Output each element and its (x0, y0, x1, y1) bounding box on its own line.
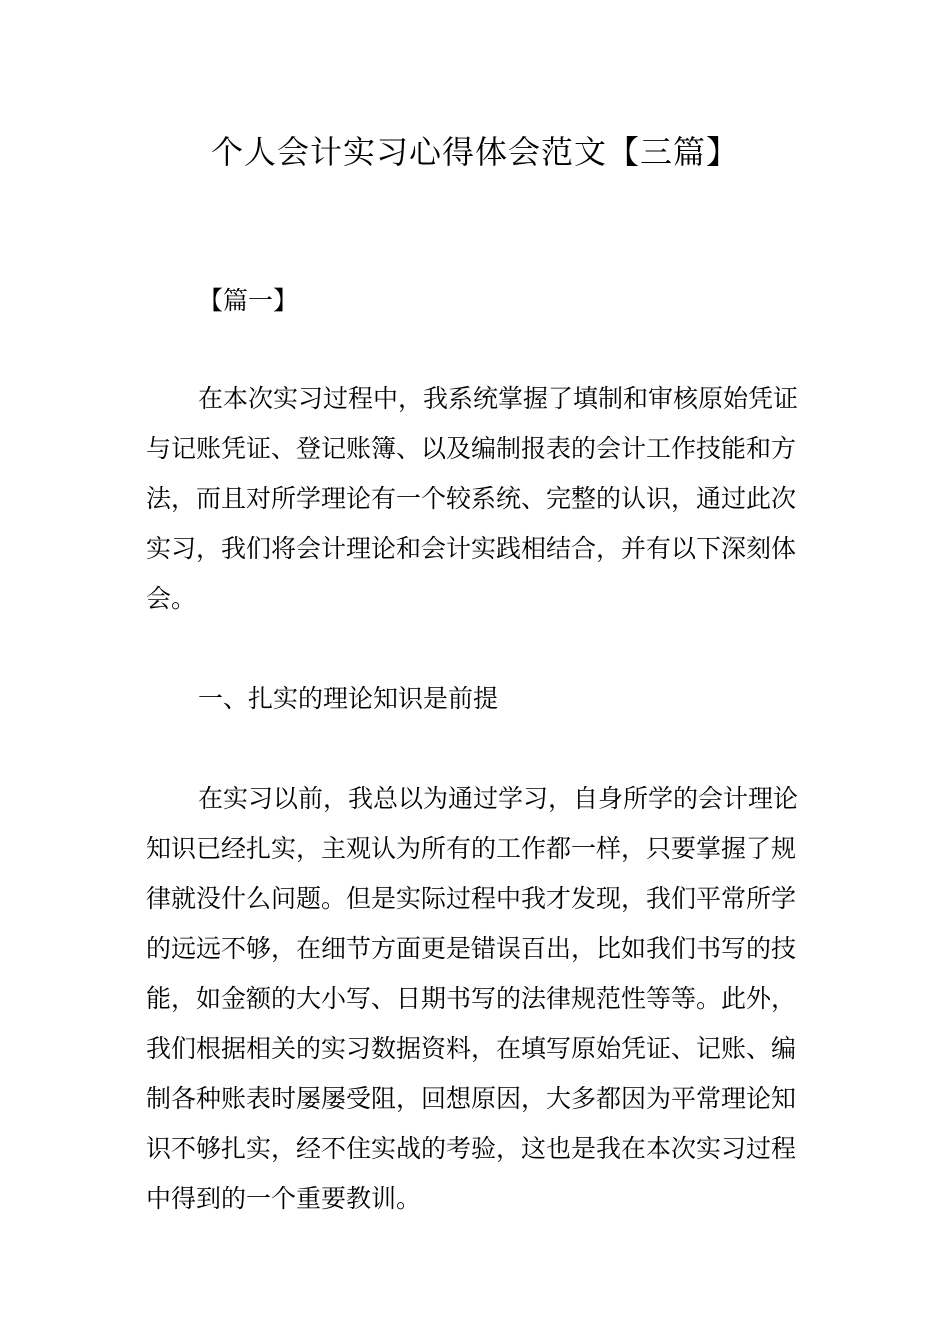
paragraph-body: 在实习以前，我总以为通过学习，自身所学的会计理论知识已经扎实，主观认为所有的工作都一样，只要掌握了规律就没什么问题。但是实际过程中我才发现，我们平常所学的远远不够，在细节方面更是错误百出，比如我们书写的技能，如金额的大小写、日期书写的法律规范性等等。此外，我们根据相关的实习数据资料，在填写原始凭证、记账、编制各种账表时屡屡受阻，回想原因，大多都因为平常理论知识不够扎实，经不住实战的考验，这也是我在本次实习过程中得到的一个重要教训。 (146, 784, 799, 1213)
section-label: 【篇一】 (198, 286, 299, 315)
document-title: 个人会计实习心得体会范文【三篇】 (210, 133, 739, 171)
paragraph-intro: 在本次实习过程中，我系统掌握了填制和审核原始凭证与记账凭证、登记账簿、以及编制报表的会计工作技能和方法，而且对所学理论有一个较系统、完整的认识，通过此次实习，我们将会计理论和会计实践相结合，并有以下深刻体会。 (146, 384, 799, 613)
section-heading: 一、扎实的理论知识是前提 (198, 684, 499, 713)
